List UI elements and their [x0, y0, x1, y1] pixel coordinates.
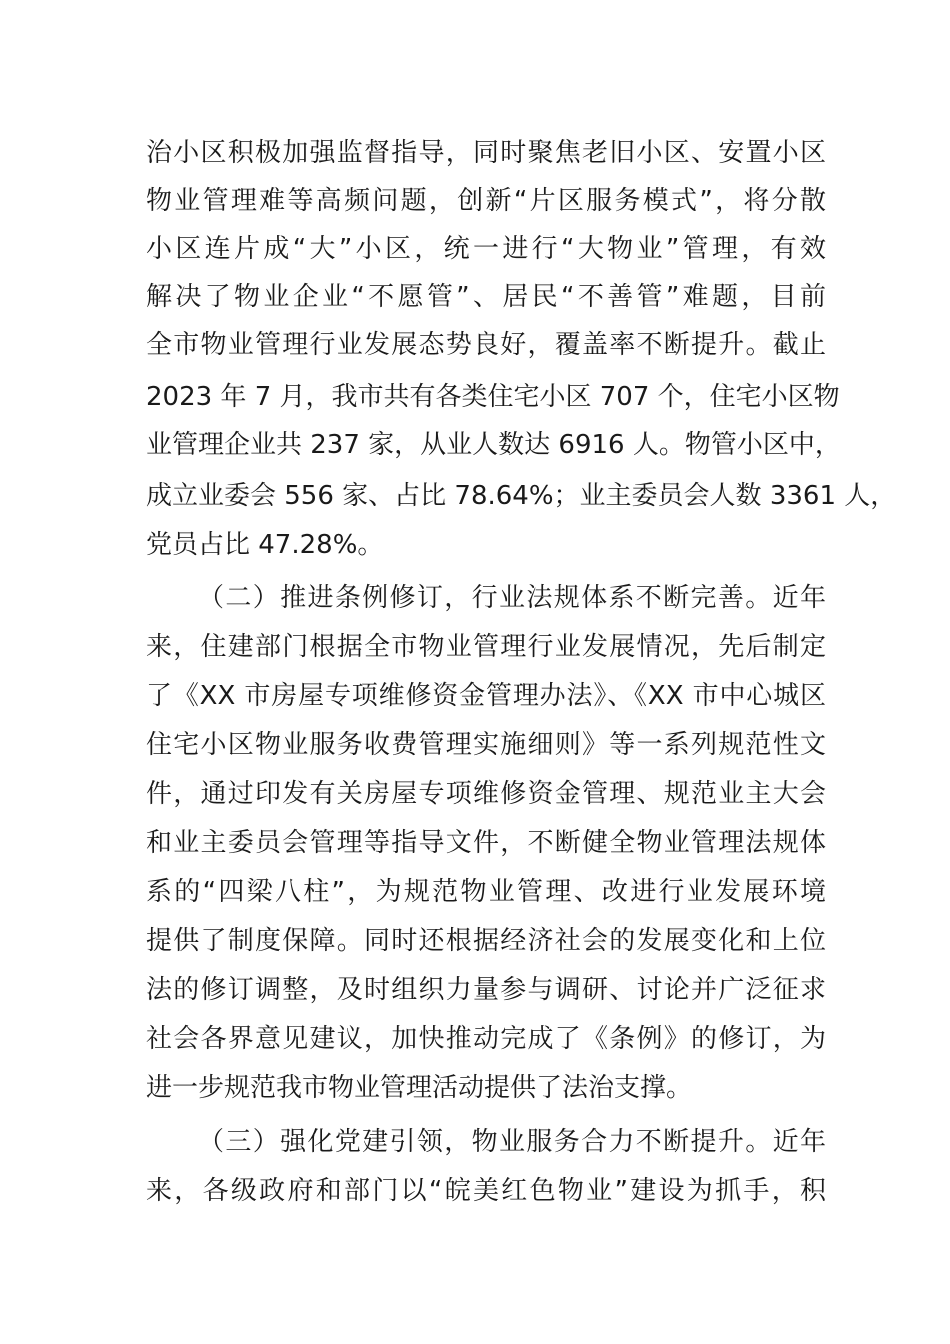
section-heading-line: （二）推进条例修订，行业法规体系不断完善。近年 [198, 583, 826, 613]
text-line: 解决了物业企业“不愿管”、居民“不善管”难题，目前 [146, 282, 826, 312]
text-line: 提供了制度保障。同时还根据经济社会的发展变化和上位 [146, 926, 826, 956]
text-line: 件，通过印发有关房屋专项维修资金管理、规范业主大会 [146, 779, 826, 809]
text-line: 来，各级政府和部门以“皖美红色物业”建设为抓手，积 [146, 1176, 826, 1206]
text-line: 系的“四梁八柱”，为规范物业管理、改进行业发展环境 [146, 877, 826, 907]
text-line: 进一步规范我市物业管理活动提供了法治支撑。 [146, 1073, 693, 1103]
text-line: 社会各界意见建议，加快推动完成了《条例》的修订，为 [146, 1024, 826, 1054]
text-line: 治小区积极加强监督指导，同时聚焦老旧小区、安置小区 [146, 138, 826, 168]
text-line: 和业主委员会管理等指导文件，不断健全物业管理法规体 [146, 828, 826, 858]
text-line: 法的修订调整，及时组织力量参与调研、讨论并广泛征求 [146, 975, 826, 1005]
text-line: 业管理企业共 237 家，从业人数达 6916 人。物管小区中， [146, 430, 841, 460]
text-line: 物业管理难等高频问题，创新“片区服务模式”，将分散 [146, 186, 826, 216]
text-line: 成立业委会 556 家、占比 78.64%；业主委员会人数 3361 人， [146, 481, 897, 511]
text-line: 了《XX 市房屋专项维修资金管理办法》、《XX 市中心城区 [146, 681, 826, 711]
text-line: 住宅小区物业服务收费管理实施细则》等一系列规范性文 [146, 730, 826, 760]
text-line: 全市物业管理行业发展态势良好，覆盖率不断提升。截止 [146, 330, 826, 360]
text-line: 小区连片成“大”小区，统一进行“大物业”管理，有效 [146, 234, 826, 264]
section-heading-line: （三）强化党建引领，物业服务合力不断提升。近年 [198, 1127, 826, 1157]
text-line: 来，住建部门根据全市物业管理行业发展情况，先后制定 [146, 632, 826, 662]
text-line: 2023 年 7 月，我市共有各类住宅小区 707 个，住宅小区物 [146, 382, 840, 412]
text-line: 党员占比 47.28%。 [146, 530, 384, 560]
